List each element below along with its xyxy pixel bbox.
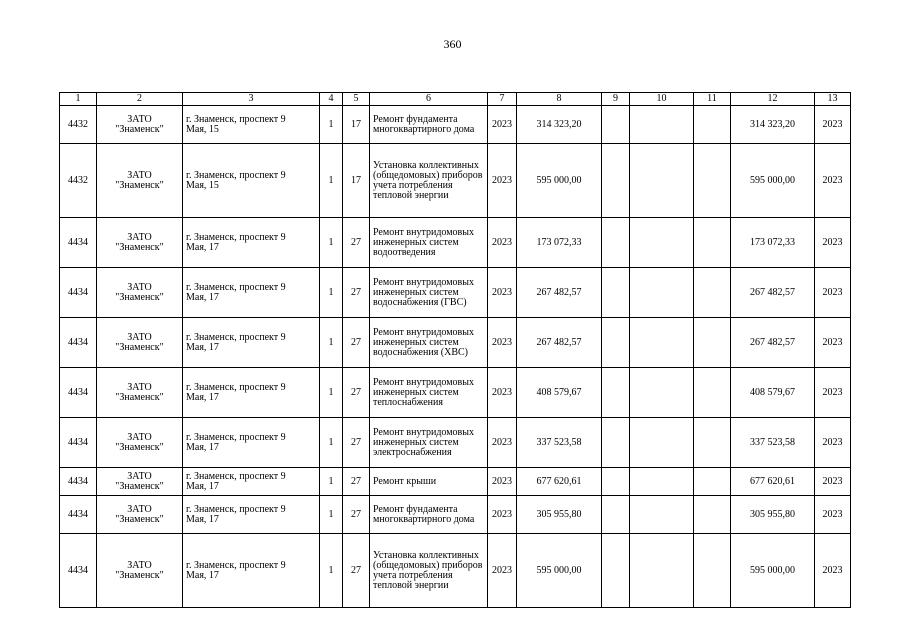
page-number: 360 bbox=[443, 37, 462, 51]
cell-year: 2023 bbox=[488, 368, 517, 418]
cell-col-5: 27 bbox=[343, 534, 370, 608]
cell-total: 337 523,58 bbox=[731, 418, 815, 468]
cell-cost: 267 482,57 bbox=[517, 268, 602, 318]
cell-record-number: 4432 bbox=[60, 144, 97, 218]
cell-record-number: 4434 bbox=[60, 534, 97, 608]
cell-year: 2023 bbox=[488, 318, 517, 368]
cell-col-4: 1 bbox=[320, 106, 343, 144]
cell-col-4: 1 bbox=[320, 496, 343, 534]
table-row bbox=[60, 468, 851, 496]
cell-col-9 bbox=[602, 418, 630, 468]
cell-address-line-1: г. Знаменск, проспект 9 bbox=[186, 559, 286, 571]
cell-cost: 595 000,00 bbox=[517, 534, 602, 608]
cell-col-10 bbox=[630, 418, 694, 468]
cell-address-line-1: г. Знаменск, проспект 9 bbox=[186, 470, 286, 482]
cell-col-10 bbox=[630, 218, 694, 268]
column-header: 10 bbox=[630, 93, 694, 106]
cell-municipality bbox=[97, 218, 183, 268]
cell-col-10 bbox=[630, 268, 694, 318]
cell-cost: 595 000,00 bbox=[517, 144, 602, 218]
cell-col-9 bbox=[602, 218, 630, 268]
cell-address bbox=[183, 218, 320, 268]
cell-col-9 bbox=[602, 144, 630, 218]
cell-total: 595 000,00 bbox=[731, 534, 815, 608]
table-row bbox=[60, 368, 851, 418]
cell-address-line-2: Мая, 17 bbox=[186, 241, 219, 253]
cell-address-line-1: г. Знаменск, проспект 9 bbox=[186, 281, 286, 293]
cell-address-line-2: Мая, 17 bbox=[186, 391, 219, 403]
cell-col-5: 27 bbox=[343, 268, 370, 318]
cell-total: 173 072,33 bbox=[731, 218, 815, 268]
cell-completion-year: 2023 bbox=[815, 496, 851, 534]
cell-address-line-1: г. Знаменск, проспект 9 bbox=[186, 169, 286, 181]
cell-address-line-1: г. Знаменск, проспект 9 bbox=[186, 231, 286, 243]
cell-completion-year: 2023 bbox=[815, 318, 851, 368]
cell-cost: 677 620,61 bbox=[517, 468, 602, 496]
cell-col-9 bbox=[602, 106, 630, 144]
cell-municipality-line-1: ЗАТО bbox=[127, 470, 152, 482]
cell-col-11 bbox=[694, 268, 731, 318]
cell-col-9 bbox=[602, 496, 630, 534]
cell-year: 2023 bbox=[488, 268, 517, 318]
cell-year: 2023 bbox=[488, 468, 517, 496]
cell-cost: 314 323,20 bbox=[517, 106, 602, 144]
column-header: 3 bbox=[183, 93, 320, 106]
cell-col-4: 1 bbox=[320, 468, 343, 496]
cell-col-11 bbox=[694, 144, 731, 218]
cell-address-line-2: Мая, 17 bbox=[186, 480, 219, 492]
cell-municipality-line-1: ЗАТО bbox=[127, 559, 152, 571]
cell-col-10 bbox=[630, 368, 694, 418]
table-row bbox=[60, 318, 851, 368]
column-header: 8 bbox=[517, 93, 602, 106]
table-row bbox=[60, 106, 851, 144]
cell-col-11 bbox=[694, 496, 731, 534]
cell-year: 2023 bbox=[488, 218, 517, 268]
cell-col-10 bbox=[630, 534, 694, 608]
cell-col-11 bbox=[694, 468, 731, 496]
header-row bbox=[60, 93, 851, 106]
cell-total: 408 579,67 bbox=[731, 368, 815, 418]
cell-col-5: 17 bbox=[343, 106, 370, 144]
cell-address-line-1: г. Знаменск, проспект 9 bbox=[186, 503, 286, 515]
column-header: 13 bbox=[815, 93, 851, 106]
cell-year: 2023 bbox=[488, 534, 517, 608]
cell-col-11 bbox=[694, 318, 731, 368]
cell-col-5: 27 bbox=[343, 418, 370, 468]
cell-year: 2023 bbox=[488, 496, 517, 534]
cell-year: 2023 bbox=[488, 106, 517, 144]
cell-col-10 bbox=[630, 468, 694, 496]
column-header: 4 bbox=[320, 93, 343, 106]
cell-completion-year: 2023 bbox=[815, 106, 851, 144]
cell-address bbox=[183, 496, 320, 534]
cell-municipality-line-2: "Знаменск" bbox=[115, 341, 164, 353]
cell-col-5: 27 bbox=[343, 468, 370, 496]
cell-address bbox=[183, 418, 320, 468]
cell-col-11 bbox=[694, 418, 731, 468]
cell-work-type: Ремонт внутридомовых инженерных систем водоотведения bbox=[370, 218, 488, 268]
cell-col-10 bbox=[630, 318, 694, 368]
cell-year: 2023 bbox=[488, 418, 517, 468]
cell-municipality bbox=[97, 534, 183, 608]
cell-municipality-line-2: "Знаменск" bbox=[115, 391, 164, 403]
cell-record-number: 4434 bbox=[60, 318, 97, 368]
cell-address-line-2: Мая, 17 bbox=[186, 569, 219, 581]
cell-col-4: 1 bbox=[320, 318, 343, 368]
cell-municipality-line-2: "Знаменск" bbox=[115, 241, 164, 253]
cell-municipality bbox=[97, 368, 183, 418]
cell-address-line-1: г. Знаменск, проспект 9 bbox=[186, 381, 286, 393]
table-row bbox=[60, 418, 851, 468]
cell-col-5: 17 bbox=[343, 144, 370, 218]
cell-municipality-line-2: "Знаменск" bbox=[115, 441, 164, 453]
cell-total: 267 482,57 bbox=[731, 268, 815, 318]
column-header: 12 bbox=[731, 93, 815, 106]
cell-address-line-2: Мая, 15 bbox=[186, 179, 219, 191]
cell-col-4: 1 bbox=[320, 218, 343, 268]
cell-work-type: Ремонт внутридомовых инженерных систем теплоснабжения bbox=[370, 368, 488, 418]
cell-record-number: 4434 bbox=[60, 368, 97, 418]
cell-col-9 bbox=[602, 468, 630, 496]
cell-col-11 bbox=[694, 368, 731, 418]
cell-address-line-2: Мая, 17 bbox=[186, 291, 219, 303]
cell-municipality bbox=[97, 106, 183, 144]
cell-col-5: 27 bbox=[343, 218, 370, 268]
cell-municipality bbox=[97, 144, 183, 218]
cell-record-number: 4434 bbox=[60, 468, 97, 496]
cell-cost: 173 072,33 bbox=[517, 218, 602, 268]
cell-total: 305 955,80 bbox=[731, 496, 815, 534]
cell-address bbox=[183, 106, 320, 144]
cell-col-4: 1 bbox=[320, 268, 343, 318]
column-header: 1 bbox=[60, 93, 97, 106]
column-header: 11 bbox=[694, 93, 731, 106]
cell-col-9 bbox=[602, 318, 630, 368]
cell-work-type: Ремонт внутридомовых инженерных систем электроснабжения bbox=[370, 418, 488, 468]
column-header: 7 bbox=[488, 93, 517, 106]
cell-col-11 bbox=[694, 218, 731, 268]
cell-municipality bbox=[97, 496, 183, 534]
cell-municipality-line-1: ЗАТО bbox=[127, 231, 152, 243]
cell-work-type: Ремонт фундамента многоквартирного дома bbox=[370, 106, 488, 144]
column-header: 2 bbox=[97, 93, 183, 106]
cell-col-10 bbox=[630, 144, 694, 218]
cell-work-type: Ремонт внутридомовых инженерных систем водоснабжения (ГВС) bbox=[370, 268, 488, 318]
cell-address-line-2: Мая, 17 bbox=[186, 513, 219, 525]
cell-municipality-line-2: "Знаменск" bbox=[115, 569, 164, 581]
cell-col-11 bbox=[694, 106, 731, 144]
cell-municipality bbox=[97, 468, 183, 496]
cell-work-type: Установка коллективных (общедомовых) приборов учета потребления тепловой энергии bbox=[370, 534, 488, 608]
cell-work-type: Ремонт крыши bbox=[370, 468, 488, 496]
cell-municipality-line-1: ЗАТО bbox=[127, 503, 152, 515]
cell-col-5: 27 bbox=[343, 318, 370, 368]
cell-work-type: Установка коллективных (общедомовых) приборов учета потребления тепловой энергии bbox=[370, 144, 488, 218]
column-header: 6 bbox=[370, 93, 488, 106]
cell-col-5: 27 bbox=[343, 496, 370, 534]
cell-municipality-line-1: ЗАТО bbox=[127, 281, 152, 293]
table-row bbox=[60, 496, 851, 534]
cell-municipality-line-2: "Знаменск" bbox=[115, 291, 164, 303]
cell-col-5: 27 bbox=[343, 368, 370, 418]
cell-cost: 408 579,67 bbox=[517, 368, 602, 418]
column-header: 9 bbox=[602, 93, 630, 106]
cell-municipality-line-1: ЗАТО bbox=[127, 331, 152, 343]
cell-address bbox=[183, 534, 320, 608]
cell-col-9 bbox=[602, 368, 630, 418]
cell-address bbox=[183, 468, 320, 496]
cell-completion-year: 2023 bbox=[815, 268, 851, 318]
cell-work-type: Ремонт фундамента многоквартирного дома bbox=[370, 496, 488, 534]
cell-col-4: 1 bbox=[320, 368, 343, 418]
cell-municipality-line-2: "Знаменск" bbox=[115, 480, 164, 492]
cell-col-4: 1 bbox=[320, 418, 343, 468]
cell-completion-year: 2023 bbox=[815, 468, 851, 496]
cell-work-type: Ремонт внутридомовых инженерных систем водоснабжения (ХВС) bbox=[370, 318, 488, 368]
table-row bbox=[60, 144, 851, 218]
cell-address-line-1: г. Знаменск, проспект 9 bbox=[186, 113, 286, 125]
cell-address bbox=[183, 268, 320, 318]
cell-municipality bbox=[97, 318, 183, 368]
cell-completion-year: 2023 bbox=[815, 218, 851, 268]
cell-col-9 bbox=[602, 268, 630, 318]
cell-municipality-line-2: "Знаменск" bbox=[115, 123, 164, 135]
table-row bbox=[60, 218, 851, 268]
cell-total: 677 620,61 bbox=[731, 468, 815, 496]
table-row bbox=[60, 534, 851, 608]
cell-col-10 bbox=[630, 106, 694, 144]
cell-cost: 305 955,80 bbox=[517, 496, 602, 534]
cell-address-line-1: г. Знаменск, проспект 9 bbox=[186, 431, 286, 443]
column-header: 5 bbox=[343, 93, 370, 106]
cell-municipality-line-1: ЗАТО bbox=[127, 169, 152, 181]
cell-col-4: 1 bbox=[320, 144, 343, 218]
register-table bbox=[59, 92, 851, 608]
cell-col-4: 1 bbox=[320, 534, 343, 608]
cell-municipality bbox=[97, 418, 183, 468]
cell-address bbox=[183, 144, 320, 218]
cell-completion-year: 2023 bbox=[815, 418, 851, 468]
cell-address-line-2: Мая, 17 bbox=[186, 441, 219, 453]
cell-municipality-line-2: "Знаменск" bbox=[115, 513, 164, 525]
cell-record-number: 4434 bbox=[60, 268, 97, 318]
cell-record-number: 4434 bbox=[60, 418, 97, 468]
cell-address-line-2: Мая, 15 bbox=[186, 123, 219, 135]
cell-address bbox=[183, 368, 320, 418]
cell-record-number: 4434 bbox=[60, 496, 97, 534]
cell-cost: 337 523,58 bbox=[517, 418, 602, 468]
cell-col-11 bbox=[694, 534, 731, 608]
cell-total: 267 482,57 bbox=[731, 318, 815, 368]
cell-address-line-2: Мая, 17 bbox=[186, 341, 219, 353]
cell-address-line-1: г. Знаменск, проспект 9 bbox=[186, 331, 286, 343]
cell-record-number: 4434 bbox=[60, 218, 97, 268]
cell-total: 314 323,20 bbox=[731, 106, 815, 144]
cell-completion-year: 2023 bbox=[815, 144, 851, 218]
cell-total: 595 000,00 bbox=[731, 144, 815, 218]
cell-completion-year: 2023 bbox=[815, 534, 851, 608]
cell-municipality-line-2: "Знаменск" bbox=[115, 179, 164, 191]
cell-municipality-line-1: ЗАТО bbox=[127, 431, 152, 443]
cell-year: 2023 bbox=[488, 144, 517, 218]
cell-municipality bbox=[97, 268, 183, 318]
cell-municipality-line-1: ЗАТО bbox=[127, 381, 152, 393]
cell-col-9 bbox=[602, 534, 630, 608]
cell-completion-year: 2023 bbox=[815, 368, 851, 418]
cell-municipality-line-1: ЗАТО bbox=[127, 113, 152, 125]
cell-record-number: 4432 bbox=[60, 106, 97, 144]
cell-col-10 bbox=[630, 496, 694, 534]
cell-address bbox=[183, 318, 320, 368]
cell-cost: 267 482,57 bbox=[517, 318, 602, 368]
table-row bbox=[60, 268, 851, 318]
